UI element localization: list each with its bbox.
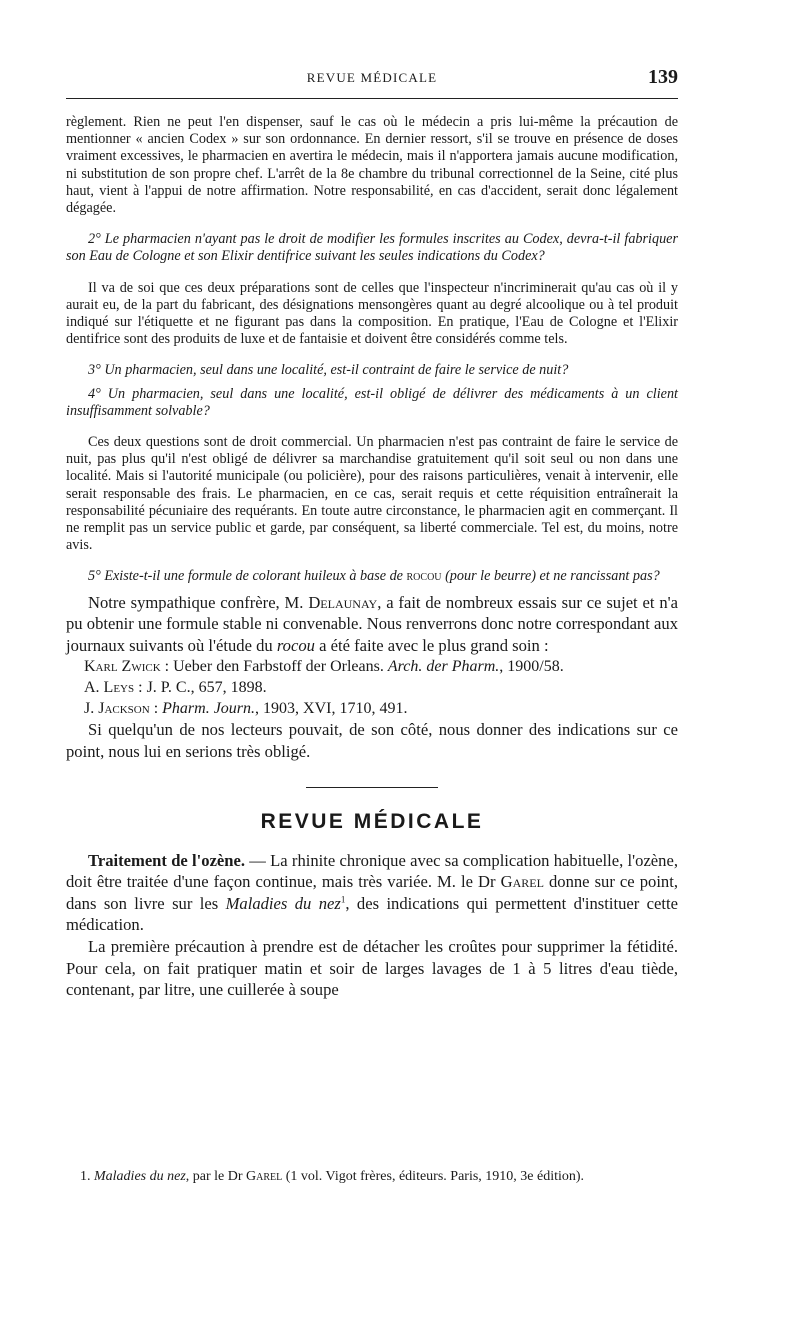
section-title: REVUE MÉDICALE <box>260 809 484 833</box>
reference-journal: Arch. der Pharm. <box>387 658 500 676</box>
question-4-text: 4° Un pharmacien, seul dans une localité, est-il obligé de délivrer des médicaments à un client insuffisamment solvable? <box>66 385 678 419</box>
question-2-text: 2° Le pharmacien n'ayant pas le droit de modifier les formules inscrites au Codex, devra-t-il fabriquer son Eau de Cologne et son Elixir dentifrice suivant les seules indications du Codex? <box>66 231 678 265</box>
author-garel: Garel <box>500 872 544 892</box>
reference-sep: : <box>134 679 147 697</box>
section-separator <box>306 787 438 788</box>
closing-paragraph: Si quelqu'un de nos lecteurs pouvait, de son côté, nous donner des indications sur ce point, nous lui en serions très obligé. <box>66 720 678 762</box>
question-5-text-a: 5° Existe-t-il une formule de colorant huileux à base de <box>88 568 407 585</box>
reference-text: J. P. C., 657, 1898. <box>146 679 267 697</box>
page-number: 139 <box>648 66 678 88</box>
header-rule <box>66 98 678 99</box>
reference-journal: Pharm. Journ. <box>162 700 256 718</box>
page-header <box>66 66 678 90</box>
reference-list <box>66 656 678 719</box>
footnote-ref: 1 <box>340 894 346 905</box>
question-4 <box>66 386 678 420</box>
ozene-book-title: Maladies du nez <box>225 893 341 913</box>
footnote <box>66 1168 678 1186</box>
footnote-title: Maladies du nez <box>94 1169 186 1184</box>
reference-author: Karl Zwick <box>84 658 161 676</box>
answer-3-4: Ces deux questions sont de droit commercial. Un pharmacien n'est pas contraint de faire le service de nuit, pas plus qu'il n'est obligé de délivrer sa marchandise gratuitement qu'il soit seul ou non dans une localité. Mais si l'autorité municipale (ou policière), pour des raisons particulières, venait à intervenir, elle serait responsable des frais. Le pharmacien, en ce cas, serait requis et cette réquisition entraînerait la responsabilité pécuniaire des requérants. En toute autre circonstance, le pharmacien agit en commerçant. Il ne remplit pas un service public et garde, par conséquent, sa liberté commerciale. Tel est, du moins, notre avis. <box>66 434 678 554</box>
reference-sep: : <box>149 700 163 718</box>
answer-5-b: , a fait de nombreux essais sur ce sujet et n'a pu obtenir une formule stable ni convenable. Nous renverrons donc notre correspondant aux journaux suivants où l'étude du <box>66 592 679 655</box>
reference-rest: , 1900/58. <box>499 658 564 676</box>
precaution-paragraph: La première précaution à prendre est de détacher les croûtes pour supprimer la fétidité. Pour cela, on fait pratiquer matin et soir de larges lavages de 1 à 5 litres d'eau tiède, contenant, par litre, une cuillerée à soupe <box>66 937 678 1000</box>
running-title: REVUE MÉDICALE <box>306 70 438 85</box>
reference-item <box>66 698 678 719</box>
ozene-text-a: — La rhinite chronique avec sa complication habituelle, l'ozène, doit être traitée d'une façon continue, mais très variée. M. le Dr <box>66 850 678 892</box>
footnote-text-b: (1 vol. Vigot frères, éditeurs. Paris, 1910, 3e édition). <box>282 1169 585 1184</box>
answer-5-rocou: rocou <box>276 635 315 655</box>
author-delaunay: Delaunay <box>308 592 378 612</box>
question-3-text: 3° Un pharmacien, seul dans une localité, est-il contraint de faire le service de nuit? <box>88 362 569 379</box>
ozene-paragraph <box>66 850 678 936</box>
footnote-text-a: , par le Dr <box>185 1169 247 1184</box>
question-5 <box>66 568 678 585</box>
answer-2: Il va de soi que ces deux préparations sont de celles que l'inspecteur n'incriminerait qu'au cas où il y aurait eu, de la part du fabricant, des désignations mensongères quant au degré alcoolique ou à tel produit indiqué sur l'étiquette et ne figurant pas dans la composition. En pratique, l'Eau de Cologne et l'Elixir dentifrice sont des produits de luxe et de fantaisie et doivent être considérés comme tels. <box>66 279 678 348</box>
footnote-block <box>66 1168 678 1186</box>
footnote-number: 1. <box>80 1169 94 1184</box>
footnote-author: Garel <box>246 1169 283 1184</box>
answer-5-c: a été faite avec le plus grand soin : <box>314 635 549 655</box>
question-5-text-b: (pour le beurre) et ne rancissant pas? <box>441 568 660 585</box>
reference-author: J. Jackson <box>84 700 150 718</box>
question-3 <box>66 362 678 379</box>
reference-sep: : <box>160 658 174 676</box>
answer-5-a: Notre sympathique confrère, M. <box>88 592 309 612</box>
ozene-heading: Traitement de l'ozène. <box>88 850 246 870</box>
reference-item <box>66 656 678 677</box>
reference-text: Ueber den Farbstoff der Orleans. <box>173 658 388 676</box>
ozene-text-c: , des indications qui permettent d'instituer cette médication. <box>66 893 678 935</box>
reference-author: A. Leys <box>84 679 135 697</box>
paragraph-reglement: règlement. Rien ne peut l'en dispenser, sauf le cas où le médecin a pris lui-même la précaution de mentionner « ancien Codex » sur son ordonnance. En dernier ressort, s'il se trouve en présence de doses vraiment excessives, le pharmacien en avertira le médecin, mais il n'apportera jamais aucune modification, ni substitution de son propre chef. L'arrêt de la 8e chambre du tribunal correctionnel de la Seine, cité plus haut, vient à l'appui de notre affirmation. Notre responsabilité, en cas d'accident, serait donc légalement dégagée. <box>66 114 678 217</box>
reference-rest: , 1903, XVI, 1710, 491. <box>255 700 408 718</box>
answer-5 <box>66 592 678 657</box>
ozene-text-b: donne sur ce point, dans son livre sur les <box>66 872 678 913</box>
question-2 <box>66 231 678 265</box>
question-5-rocou: rocou <box>406 568 442 585</box>
main-text <box>66 114 678 1001</box>
reference-item <box>66 677 678 698</box>
